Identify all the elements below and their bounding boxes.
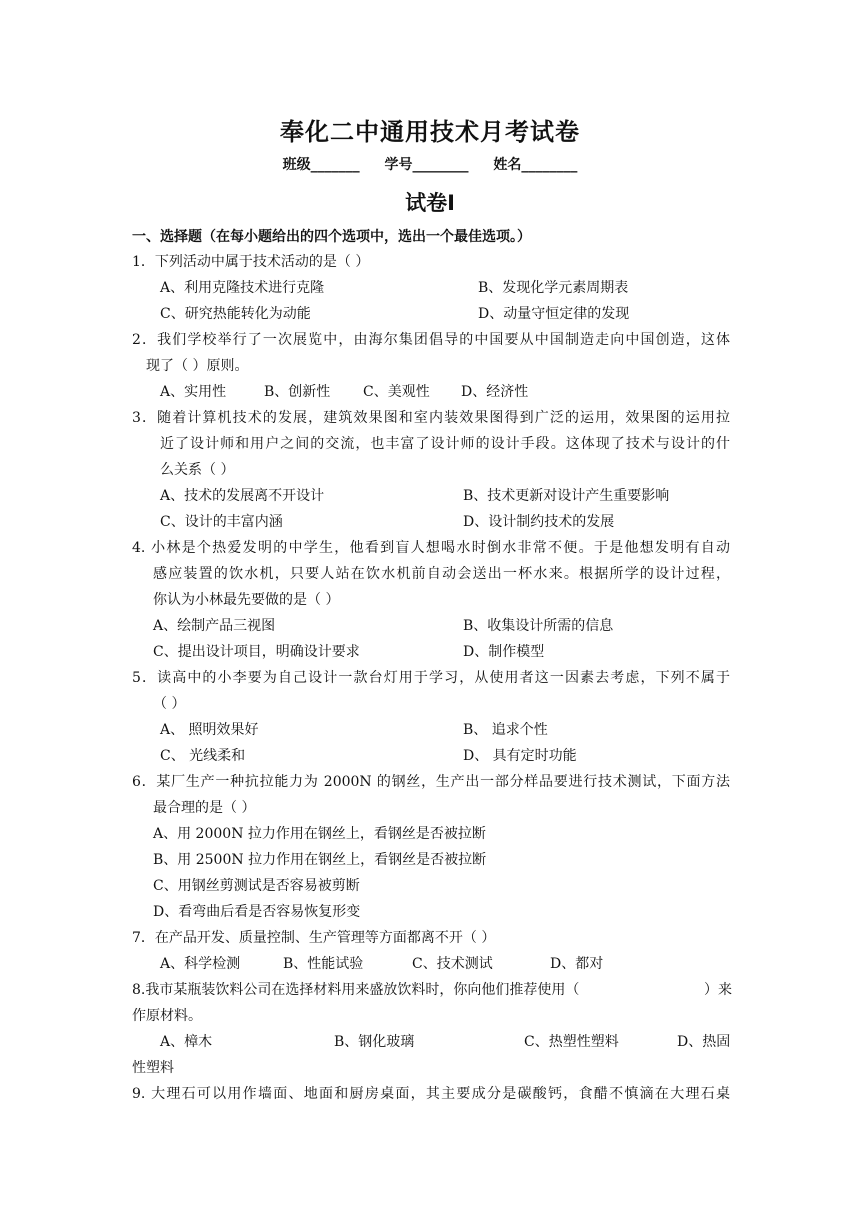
q3-option-b: B、技术更新对设计产生重要影响 [463,488,670,504]
exam-title: 奉化二中通用技术月考试卷 [280,118,580,146]
q7-stem: 7．在产品开发、质量控制、生产管理等方面都离不开（ ） [132,930,496,946]
q2-option-a: A、实用性 [160,384,227,400]
q7-option-c: C、技术测试 [412,956,493,972]
q3-option-c: C、设计的丰富内涵 [160,514,283,530]
q5-option-a: A、 照明效果好 [160,722,259,738]
q3-option-a: A、技术的发展离不开设计 [160,488,325,504]
q6-option-d: D、看弯曲后看是否容易恢复形变 [153,904,361,920]
q7-option-b: B、性能试验 [283,956,364,972]
q5-option-d: D、 具有定时功能 [463,748,577,764]
q1-option-a: A、利用克隆技术进行克隆 [160,280,325,296]
q2-stem-line1: 2．我们学校举行了一次展览中，由海尔集团倡导的中国要从中国制造走向中国创造，这体 [132,332,730,348]
q1-option-c: C、研究热能转化为动能 [160,306,311,322]
q6-stem-line1: 6．某厂生产一种抗拉能力为 2000N 的钢丝，生产出一部分样品要进行技术测试，下面方法 [132,774,730,790]
q6-option-a: A、用 2000N 拉力作用在钢丝上，看钢丝是否被拉断 [153,826,486,842]
q8-stem-line1: 8.我市某瓶装饮料公司在选择材料用来盛放饮料时，你向他们推荐使用（ [132,982,580,998]
q4-option-a: A、绘制产品三视图 [153,618,276,634]
class-field-label: 班级_______ [282,157,360,173]
q8-option-a: A、樟木 [160,1034,213,1050]
q8-stem-line1-end: ）来 [704,982,732,998]
q4-option-b: B、收集设计所需的信息 [463,618,614,634]
q8-option-d: D、热固 [677,1034,731,1050]
q3-stem-line1: 3．随着计算机技术的发展，建筑效果图和室内装效果图得到广泛的运用，效果图的运用拉 [132,410,730,426]
section-title: 一、选择题（在每小题给出的四个选项中，选出一个最佳选项。） [132,229,531,245]
q5-stem-line2: （ ） [153,696,186,712]
q7-option-a: A、科学检测 [160,956,241,972]
q4-stem-line2: 感应装置的饮水机，只要人站在饮水机前自动会送出一杯水来。根据所学的设计过程， [153,566,730,582]
q2-option-c: C、美观性 [363,384,430,400]
name-field-label: 姓名________ [493,157,578,173]
number-field-label: 学号________ [384,157,469,173]
q4-option-c: C、提出设计项目，明确设计要求 [153,644,360,660]
q8-option-b: B、钢化玻璃 [334,1034,415,1050]
q8-option-c: C、热塑性塑料 [524,1034,619,1050]
paper-label: 试卷Ⅰ [405,191,455,215]
q6-stem-line2: 最合理的是（ ） [153,800,256,816]
q3-option-d: D、设计制约技术的发展 [463,514,615,530]
q4-stem-line1: 4. 小林是个热爱发明的中学生，他看到盲人想喝水时倒水非常不便。于是他想发明有自动 [132,540,730,556]
q2-option-b: B、创新性 [264,384,331,400]
q5-option-b: B、 追求个性 [463,722,548,738]
q6-option-b: B、用 2500N 拉力作用在钢丝上，看钢丝是否被拉断 [153,852,487,868]
q5-option-c: C、 光线柔和 [160,748,246,764]
q4-option-d: D、制作模型 [463,644,545,660]
q9-stem-line1: 9. 大理石可以用作墙面、地面和厨房桌面，其主要成分是碳酸钙，食醋不慎滴在大理石桌 [132,1086,730,1102]
q8-stem-line2: 作原材料。 [132,1008,202,1024]
q2-stem-line2: 现了（ ）原则。 [146,358,249,374]
student-info [0,154,860,174]
q2-option-d: D、经济性 [461,384,529,400]
q5-stem-line1: 5．读高中的小李要为自己设计一款台灯用于学习，从使用者这一因素去考虑，下列不属于 [132,670,730,686]
q1-option-b: B、发现化学元素周期表 [478,280,629,296]
q1-stem: 1．下列活动中属于技术活动的是（ ） [132,254,370,270]
q4-stem-line3: 你认为小林最先要做的是（ ） [153,592,340,608]
q3-stem-line2: 近了设计师和用户之间的交流，也丰富了设计师的设计手段。这体现了技术与设计的什 [160,436,730,452]
q8-option-d-continued: 性塑料 [132,1060,174,1076]
q1-option-d: D、动量守恒定律的发现 [478,306,630,322]
q7-option-d: D、都对 [550,956,604,972]
q6-option-c: C、用钢丝剪测试是否容易被剪断 [153,878,360,894]
q3-stem-line3: 么关系（ ） [160,462,235,478]
